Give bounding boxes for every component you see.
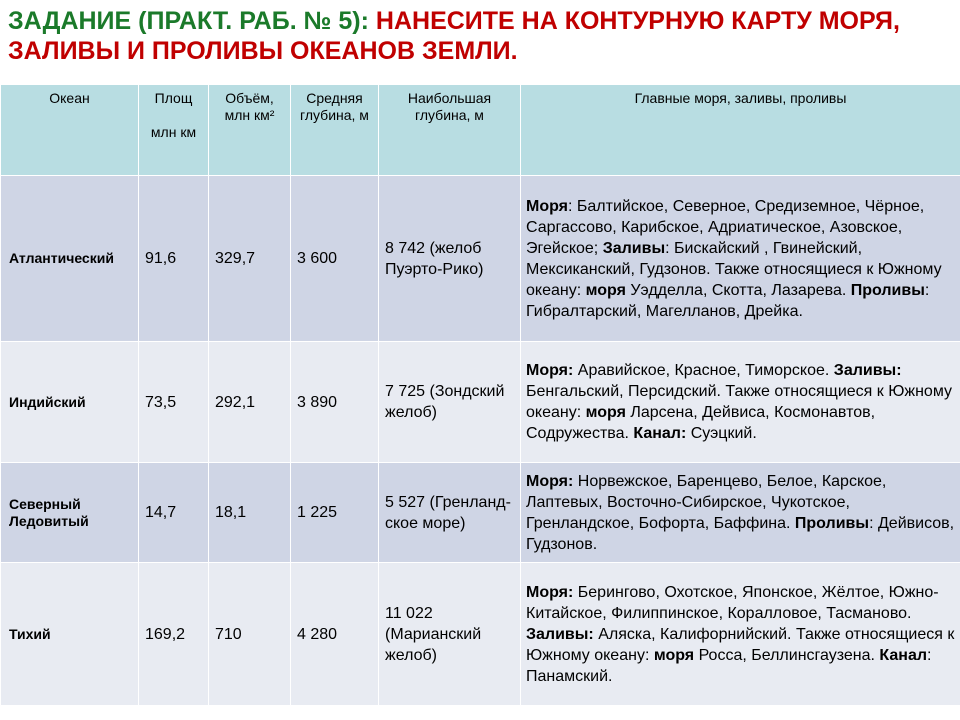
avg-depth-value: 4 280 <box>291 563 379 706</box>
avg-depth-value: 1 225 <box>291 463 379 563</box>
page-title <box>8 6 952 66</box>
volume-value: 329,7 <box>209 176 291 342</box>
ocean-name: Северный Ледовитый <box>1 463 139 563</box>
straits-text: : Гибралтарский, Магелланов, Дрейка. <box>526 281 930 320</box>
gulfs-text: Бенгальский, Персидский. Также относящиеся к Южному океану: <box>526 383 952 421</box>
seas-text: Аравийское, Красное, Тиморское. <box>573 362 834 379</box>
seas-key: Моря <box>526 197 568 215</box>
southern-seas-key: моря <box>585 281 626 299</box>
area-value: 73,5 <box>139 342 209 463</box>
straits-key: Проливы <box>850 281 925 299</box>
canal-key: Канал <box>879 646 928 664</box>
ocean-name: Атлантический <box>1 176 139 342</box>
task-label: ЗАДАНИЕ (ПРАКТ. РАБ. № 5): <box>8 7 369 35</box>
table-row <box>1 563 960 706</box>
southern-seas-text: Росса, Беллинсгаузена. <box>694 646 880 664</box>
table-row <box>1 463 960 563</box>
table-header-row <box>1 85 960 176</box>
seas-key: Моря: <box>526 472 574 490</box>
header-ocean: Океан <box>1 85 139 176</box>
header-area-label: Площ <box>154 90 193 106</box>
gulfs-key: Заливы <box>602 239 666 257</box>
volume-value: 710 <box>209 563 291 706</box>
seas-details <box>521 176 960 342</box>
header-area-unit: млн км <box>150 124 197 140</box>
header-avg-depth: Средняя глубина, м <box>291 85 379 176</box>
gulfs-key: Заливы: <box>526 625 594 643</box>
volume-value: 18,1 <box>209 463 291 563</box>
seas-key: Моря: <box>526 583 574 601</box>
canal-key: Канал: <box>633 425 687 442</box>
gulfs-text: : Бискайский , Гвинейский, Мексиканский, Гудзонов. Также относящиеся к Южному океану: <box>526 239 942 299</box>
straits-text: : Дейвисов, Гудзонов. <box>526 514 955 553</box>
max-depth-value: 8 742 (желоб Пуэрто-Рико) <box>379 176 521 342</box>
header-volume: Объём, млн км² <box>209 85 291 176</box>
header-max-depth: Наибольшая глубина, м <box>379 85 521 176</box>
gulfs-text: Аляска, Калифорнийский. Также относящиеся к Южному океану: <box>526 625 955 664</box>
ocean-name: Индийский <box>1 342 139 463</box>
max-depth-value: 11 022 (Марианский желоб) <box>379 563 521 706</box>
southern-seas-text: Уэдделла, Скотта, Лазарева. <box>625 281 851 299</box>
seas-text: : Балтийское, Северное, Средиземное, Чёрное, Саргассово, Карибское, Адриатическое, Азовское, Эгейское; <box>526 197 925 257</box>
task-text: НАНЕСИТЕ НА КОНТУРНУЮ КАРТУ МОРЯ, ЗАЛИВЫ И ПРОЛИВЫ ОКЕАНОВ ЗЕМЛИ. <box>8 7 900 65</box>
volume-value: 292,1 <box>209 342 291 463</box>
max-depth-value: 7 725 (Зондский желоб) <box>379 342 521 463</box>
area-value: 169,2 <box>139 563 209 706</box>
area-value: 14,7 <box>139 463 209 563</box>
seas-key: Моря: <box>526 362 574 379</box>
ocean-name: Тихий <box>1 563 139 706</box>
header-area <box>139 85 209 176</box>
straits-key: Проливы <box>794 514 870 532</box>
gulfs-key: Заливы: <box>833 362 902 379</box>
canal-text: Суэцкий. <box>686 425 757 442</box>
seas-details <box>521 563 960 706</box>
table-row <box>1 176 960 342</box>
seas-details <box>521 342 960 463</box>
southern-seas-text: Ларсена, Дейвиса, Космонавтов, Содружества. <box>526 404 876 442</box>
table-row <box>1 342 960 463</box>
southern-seas-key: моря <box>653 646 695 664</box>
southern-seas-key: моря <box>585 404 626 421</box>
seas-text: Норвежское, Баренцево, Белое, Карское, Лаптевых, Восточно-Сибирское, Чукотское, Гренландское, Бофорта, Баффина. <box>526 472 887 532</box>
seas-text: Берингово, Охотское, Японское, Жёлтое, Южно-Китайское, Филиппинское, Коралловое, Тасманово. <box>526 583 939 622</box>
header-seas: Главные моря, заливы, проливы <box>521 85 960 176</box>
seas-details <box>521 463 960 563</box>
canal-text: : Панамский. <box>526 646 932 685</box>
area-value: 91,6 <box>139 176 209 342</box>
avg-depth-value: 3 890 <box>291 342 379 463</box>
max-depth-value: 5 527 (Гренланд-ское море) <box>379 463 521 563</box>
avg-depth-value: 3 600 <box>291 176 379 342</box>
oceans-table <box>0 84 960 706</box>
